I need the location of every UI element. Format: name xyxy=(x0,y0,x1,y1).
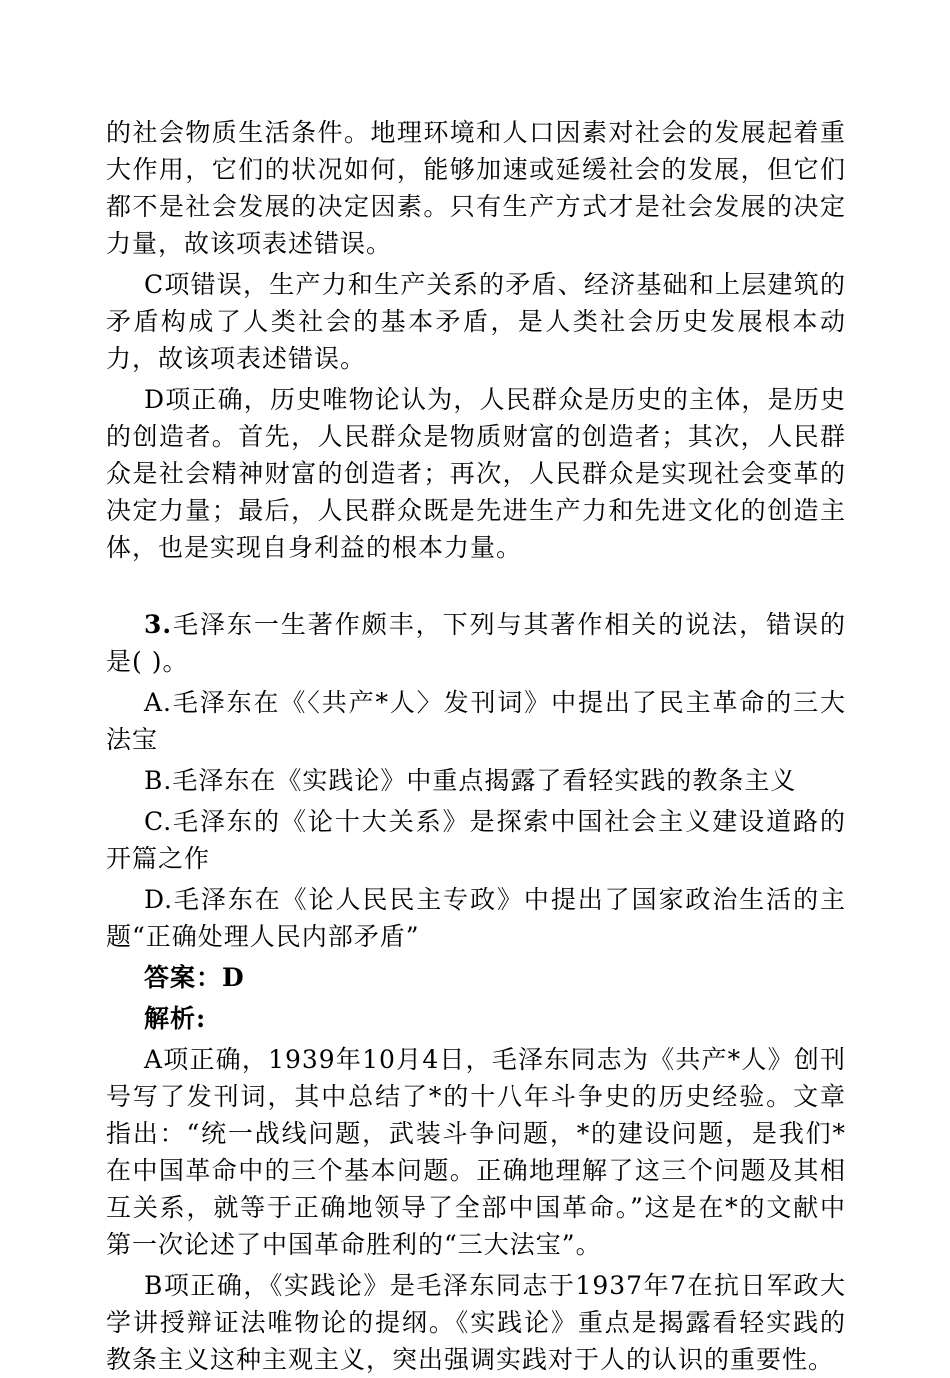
option-a: A.毛泽东在《〈共产*人〉发刊词》中提出了民主革命的三大法宝 xyxy=(106,688,846,754)
paragraph-continuation: 的社会物质生活条件。地理环境和人口因素对社会的发展起着重大作用，它们的状况如何，能够加速或延缓社会的发展，但它们都不是社会发展的决定因素。只有生产方式才是社会发展的决定力量，故该项表述错误。 xyxy=(106,118,846,258)
document-page xyxy=(106,114,846,1378)
analysis-option-b: B项正确，《实践论》是毛泽东同志于1937年7在抗日军政大学讲授辩证法唯物论的提纲。《实践论》重点是揭露看轻实践的教条主义这种主观主义，突出强调实践对于人的认识的重要性。 xyxy=(106,1271,846,1374)
question-stem xyxy=(106,606,846,680)
option-c: C.毛泽东的《论十大关系》是探索中国社会主义建设道路的开篇之作 xyxy=(106,807,846,873)
question-number: 3. xyxy=(144,610,173,639)
option-b: B.毛泽东在《实践论》中重点揭露了看轻实践的教条主义 xyxy=(144,766,797,795)
paragraph-option-c-explanation: C项错误，生产力和生产关系的矛盾、经济基础和上层建筑的矛盾构成了人类社会的基本矛盾，是人类社会历史发展根本动力，故该项表述错误。 xyxy=(106,270,846,373)
analysis-option-a: A项正确，1939年10月4日，毛泽东同志为《共产*人》创刊号写了发刊词，其中总结了*的十八年斗争史的历史经验。文章指出：“统一战线问题，武装斗争问题，*的建设问题，是我们*在中国革命中的三个基本问题。正确地理解了这三个问题及其相互关系，就等于正确地领导了全部中国革命。”这是在*的文献中第一次论述了中国革命胜利的“三大法宝”。 xyxy=(106,1045,846,1259)
paragraph-option-d-explanation: D项正确，历史唯物论认为，人民群众是历史的主体，是历史的创造者。首先，人民群众是物质财富的创造者；其次，人民群众是社会精神财富的创造者；再次，人民群众是实现社会变革的决定力量；最后，人民群众既是先进生产力和先进文化的创造主体，也是实现自身利益的根本力量。 xyxy=(106,385,846,562)
analysis-label: 解析: xyxy=(144,1004,207,1033)
option-d: D.毛泽东在《论人民民主专政》中提出了国家政治生活的主题“正确处理人民内部矛盾” xyxy=(106,885,846,951)
answer-label: 答案：D xyxy=(144,963,245,992)
question-stem-text: 毛泽东一生著作颇丰，下列与其著作相关的说法，错误的是( )。 xyxy=(106,610,846,676)
